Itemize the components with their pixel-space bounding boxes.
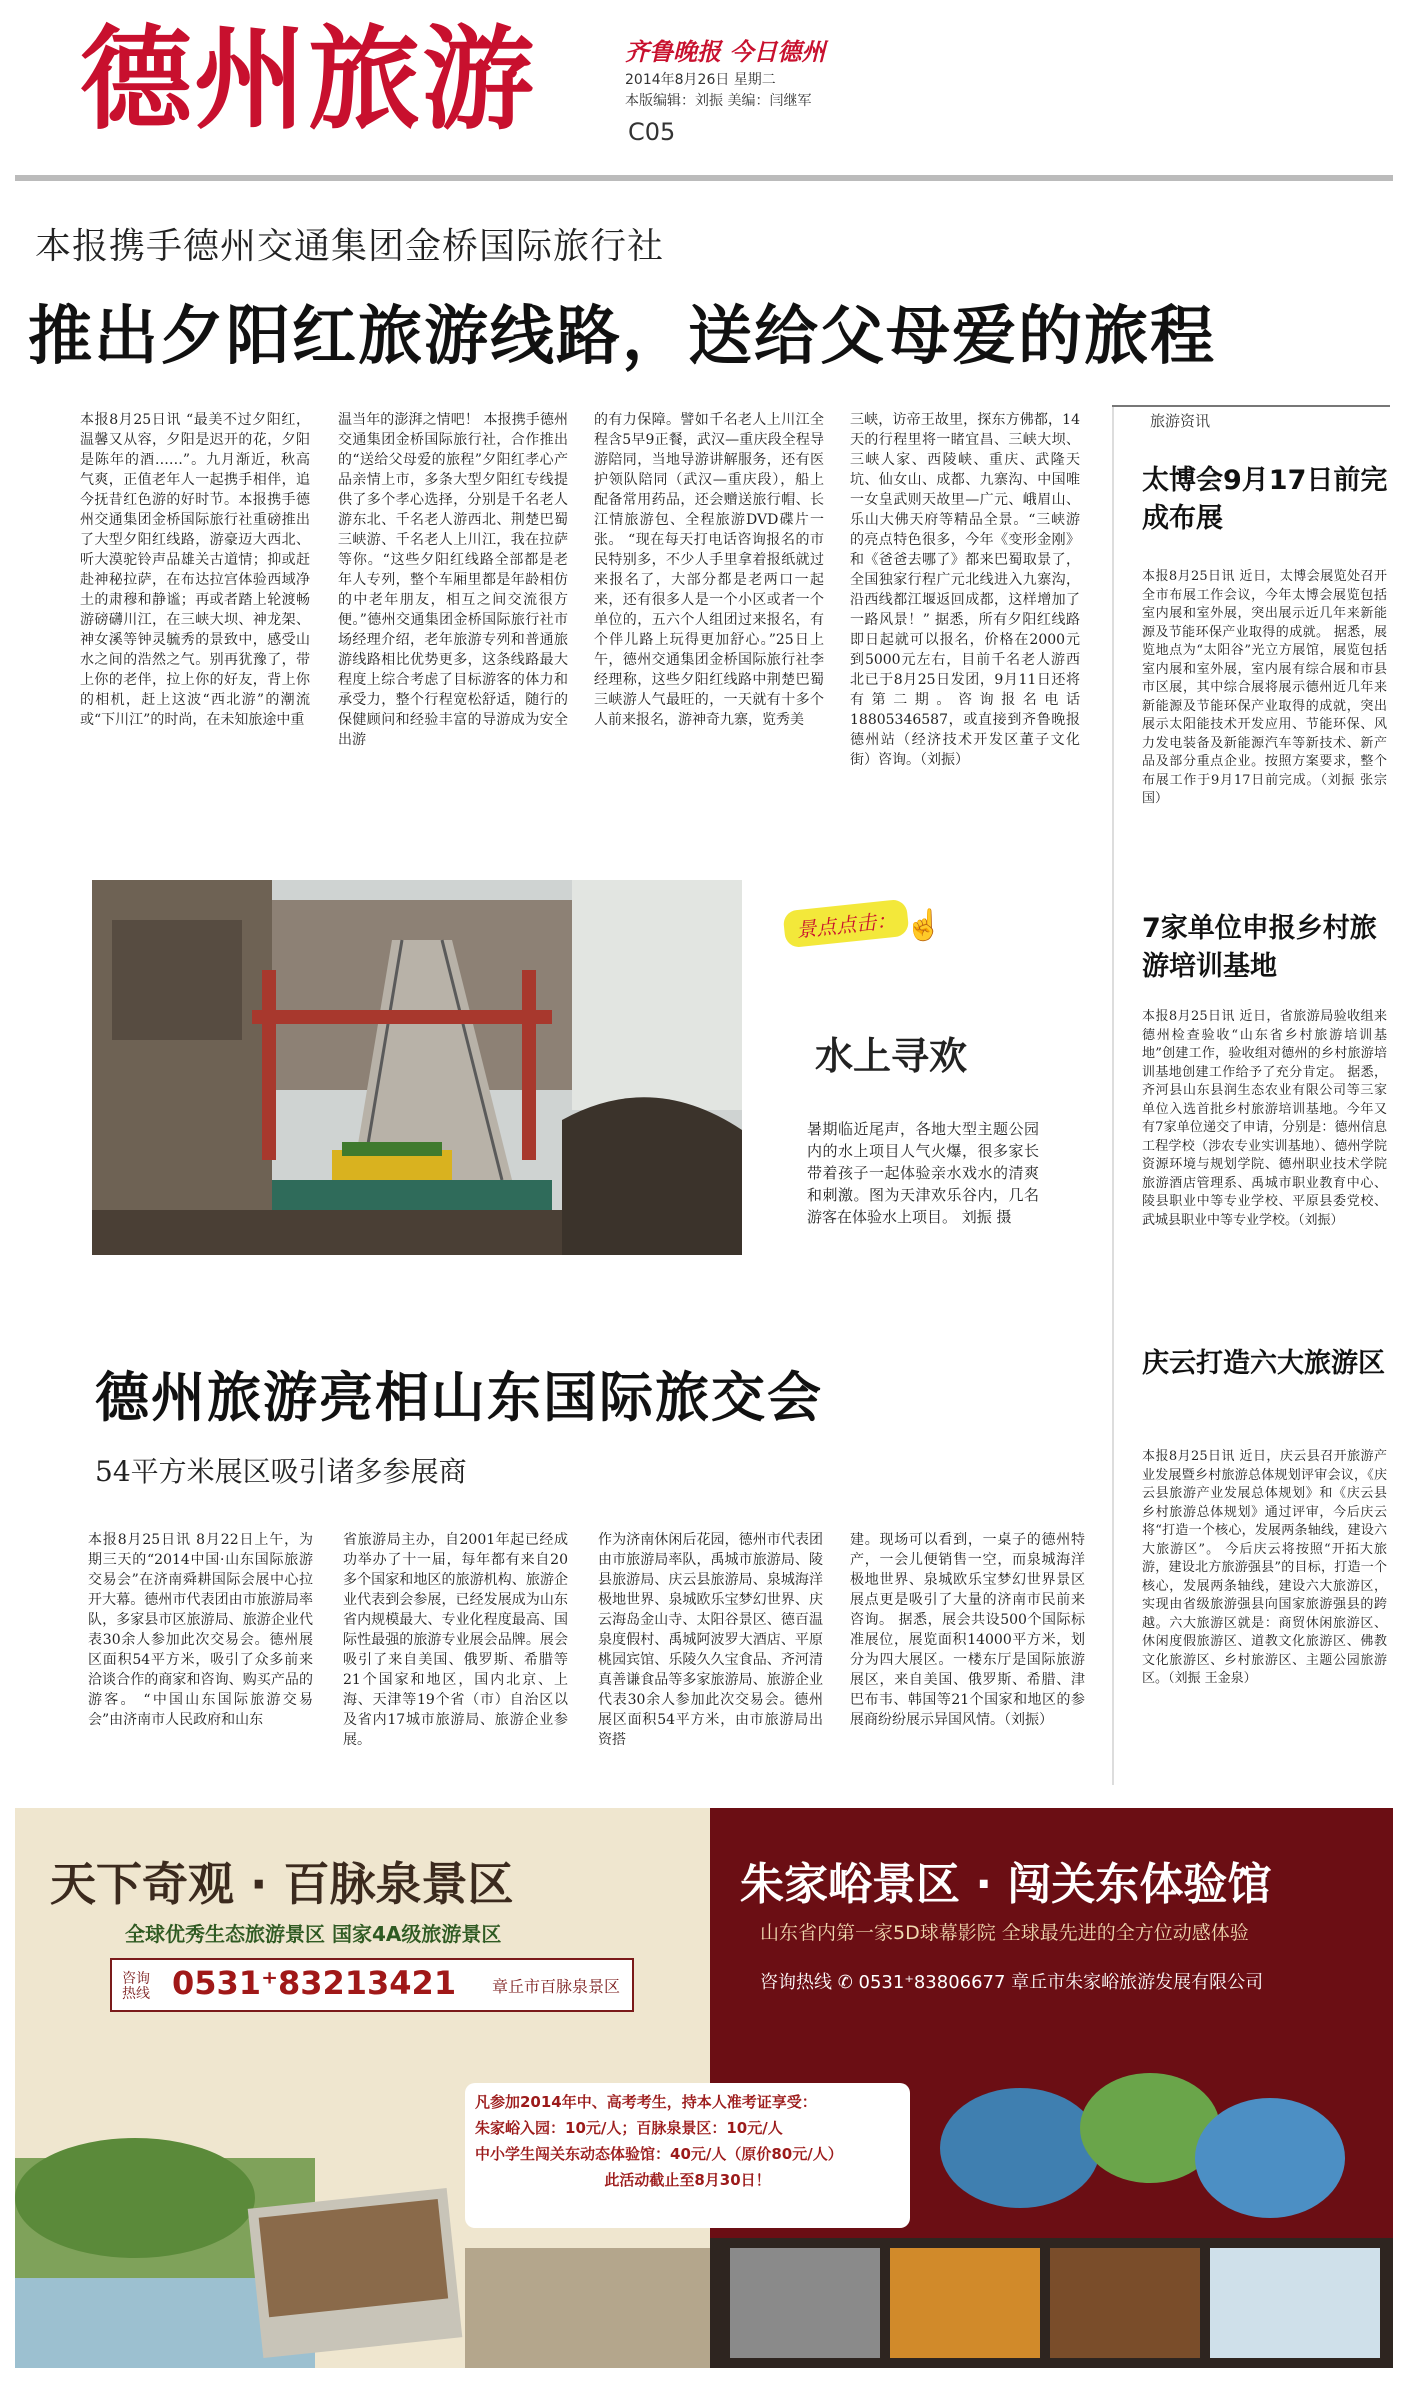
second-column-2: 省旅游局主办，自2001年起已经成功举办了十一届，每年都有来自20多个国家和地区的旅游机构、旅游企业代表到会参展，已经发展成为山东省内规模最大、专业化程度最高、国际性最强的旅游专业展会品牌。展会吸引了来自美国、俄罗斯、希腊等21个国家和地区，国内北京、上海、天津等19个省（市）自治区以及省内17城市旅游局、旅游企业参展。 — [343, 1532, 568, 1748]
ad-left-subtitle: 全球优秀生态旅游景区 国家4A级旅游景区 — [125, 1922, 502, 1946]
paper-logo: 齐鲁晚报 今日德州 — [625, 37, 826, 66]
lead-column-1: 本报8月25日讯 “最美不过夕阳红，温馨又从容，夕阳是迟开的花，夕阳是陈年的酒……”。九月渐近，秋高气爽，正值老年人一起携手相伴，追今抚昔红色游的好时节。本报携手德州交通集团金桥国际旅行社重磅推出了大型夕阳红线路，游豪迈大西北、听大漠驼铃声品雄关古道情；抑或赶赴神秘拉萨，在布达拉宫体验西域净土的肃穆和静谧；再或者踏上轮渡畅游磅礴川江，在三峡大坝、神龙架、神女溪等钟灵毓秀的景致中，感受山水之间的浩然之气。别再犹豫了，带上你的老伴，拉上你的好友，背上你的相机，赶上这波“西北游”的潮流或“下川江”的时尚，在未知旅途中重 — [80, 412, 310, 728]
sidebar-item-title: 7家单位申报乡村旅游培训基地 — [1142, 913, 1377, 982]
sidebar-item-text: 本报8月25日讯 近日，庆云县召开旅游产业发展暨乡村旅游总体规划评审会议，《庆云县旅游产业发展总体规划》和《庆云县乡村旅游总体规划》通过评审，今后庆云将“打造一个核心，发展两条轴线，建设六大旅游区”。 今后庆云将按照“开拓大旅游，建设北方旅游强县”的目标，打造一个核心，发展两条轴线，建设六大旅游区，实现由省级旅游强县向国家旅游强县的跨越。六大旅游区就是：商贸休闲旅游区、休闲度假旅游区、道教文化旅游区、佛教文化旅游区、乡村旅游区、主题公园旅游区。（刘振 王金泉） — [1142, 1449, 1387, 1686]
ad-left-title: 天下奇观 · 百脉泉景区 — [50, 1857, 514, 1911]
second-column-1: 本报8月25日讯 8月22日上午，为期三天的“2014中国·山东国际旅游交易会”在济南舜耕国际会展中心拉开大幕。德州市代表团由市旅游局率队，多家县市区旅游局、旅游企业代表30余人参加此次交易会。德州展区面积54平方米，吸引了众多前来洽谈合作的商家和咨询、购买产品的游客。 “中国山东国际旅游交易会”由济南市人民政府和山东 — [88, 1532, 313, 1728]
lead-column-3: 的有力保障。譬如千名老人上川江全程含5早9正餐，武汉—重庆段全程导游陪同，当地导游讲解服务，还有医护领队陪同（武汉—重庆段），船上配备常用药品，还会赠送旅行帽、长江情旅游包、全程旅游DVD碟片一张。 “现在每天打电话咨询报名的市民特别多，不少人手里拿着报纸就过来报名了，大部分都是老两口一起来，还有很多人是一个小区或者一个单位的，五六个人组团过来报名，有个伴儿路上玩得更加舒心。”25日上午，德州交通集团金桥国际旅行社李经理称，这些夕阳红线路中荆楚巴蜀三峡游人气最旺的，一天就有十多个人前来报名，游神奇九寨，览秀美 — [594, 412, 824, 728]
second-subhead: 54平方米展区吸引诸多参展商 — [95, 1455, 467, 1488]
ad-promo-line: 中小学生闯关东动态体验馆：40元/人（原价80元/人） — [475, 2145, 843, 2163]
ad-left-phone: 0531⁺83213421 — [172, 1964, 457, 2002]
water-ride-illustration — [92, 880, 742, 1255]
sidebar-item-title: 庆云打造六大旅游区 — [1142, 1348, 1385, 1379]
scenic-click-tag: 景点点击： — [782, 899, 909, 949]
second-column-3: 作为济南休闲后花园，德州市代表团由市旅游局率队，禹城市旅游局、陵县旅游局、庆云县旅游局、泉城海洋极地世界、泉城欧乐宝梦幻世界、庆云海岛金山寺、太阳谷景区、德百温泉度假村、禹城阿波罗大酒店、平原桃园宾馆、乐陵久久宝食品、齐河清真善谦食品等多家旅游局、旅游企业代表30余人参加此次交易会。德州展区面积54平方米，由市旅游局出资搭 — [598, 1532, 823, 1748]
ad-promo-deadline: 此活动截止至8月30日！ — [604, 2171, 771, 2189]
sidebar-item-text: 本报8月25日讯 近日，省旅游局验收组来德州检查验收“山东省乡村旅游培训基地”创建工作，验收组对德州的乡村旅游培训基地创建工作给予了充分肯定。 据悉，齐河县山东县润生态农业有限公司等三家单位入选首批乡村旅游培训基地。今年又有7家单位递交了申请，分别是：德州信息工程学校（涉农专业实训基地）、德州学院资源环境与规划学院、德州职业技术学院旅游酒店管理系、禹城市职业教育中心、陵县职业中等专业学校、平原县委党校、武城县职业中等专业学校。（刘振） — [1142, 1009, 1387, 1228]
ad-promo-line: 朱家峪入园：10元/人；百脉泉景区：10元/人 — [475, 2119, 783, 2137]
ad-left-hotline-label: 咨询热线 — [122, 1971, 150, 2002]
ad-left-address: 章丘市百脉泉景区 — [492, 1977, 621, 1996]
feature-title: 水上寻欢 — [815, 1034, 968, 1078]
sidebar-item-title: 太博会9月17日前完成布展 — [1142, 465, 1388, 534]
ad-promo-line: 凡参加2014年中、高考考生，持本人准考证享受： — [475, 2093, 817, 2111]
header-divider — [15, 175, 1393, 181]
lead-column-2: 温当年的澎湃之情吧！ 本报携手德州交通集团金桥国际旅行社，合作推出的“送给父母爱的旅程”夕阳红孝心产品亲情上市，多条大型夕阳红专线提供了多个孝心选择，分别是千名老人游东北、千名老人游西北、荆楚巴蜀三峡游、千名老人上川江，我在拉萨等你。“这些夕阳红线路全部都是老年人专列，整个车厢里都是年龄相仿的中老年朋友，相互之间交流很方便。”德州交通集团金桥国际旅行社市场经理介绍，老年旅游专列和普通旅游线路相比优势更多，这条线路最大程度上综合考虑了目标游客的体力和承受力，整个行程宽松舒适，随行的保健顾问和经验丰富的导游成为安全出游 — [338, 412, 568, 748]
page-number: C05 — [628, 118, 676, 146]
ad-right-title: 朱家峪景区 · 闯关东体验馆 — [740, 1859, 1272, 1910]
masthead-title: 德州旅游 — [80, 15, 536, 145]
lead-kicker: 本报携手德州交通集团金桥国际旅行社 — [35, 226, 665, 267]
issue-meta — [625, 70, 811, 112]
sidebar-item-text: 本报8月25日讯 近日，太博会展览处召开全市布展工作会议，今年太博会展览包括室内展和室外展，突出展示近几年来新能源及节能环保产业取得的成就。 据悉，展览地点为“太阳谷”光立方展馆，展览包括室内展和室外展，室内展有综合展和市县市区展，其中综合展将展示德州近几年来新能源及节能环保产业取得的成就，突出展示太阳能技术开发应用、节能环保、风力发电装备及新能源汽车等新技术、新产品及部分重点企业。按照方案要求，整个布展工作于9月17日前完成。（刘振 张宗国） — [1142, 569, 1387, 806]
feature-caption: 暑期临近尾声，各地大型主题公园内的水上项目人气火爆，很多家长带着孩子一起体验亲水戏水的清爽和刺激。图为天津欢乐谷内，几名游客在体验水上项目。 刘振 摄 — [807, 1120, 1039, 1226]
lead-column-4: 三峡，访帝王故里，探东方佛都，14天的行程里将一睹宜昌、三峡大坝、三峡人家、西陵峡、重庆、武隆天坑、仙女山、成都、九寨沟、中国唯一女皇武则天故里—广元、峨眉山、乐山大佛天府等精品全景。“三峡游的亮点特色很多，今年《变形金刚》和《爸爸去哪了》都来巴蜀取景了，全国独家行程广元北线进入九寨沟，沿西线都江堰返回成都，这样增加了一路风景！” 据悉，所有夕阳红线路即日起就可以报名，价格在2000元到5000元左右，目前千名老人游西北已于8月25日发团，9月11日还将有第二期。咨询报名电话18805346587，或直接到齐鲁晚报德州站（经济技术开发区董子文化街）咨询。（刘振） — [850, 412, 1080, 768]
issue-date: 2014年8月26日 星期二 — [625, 72, 776, 88]
ad-right-subtitle: 山东省内第一家5D球幕影院 全球最先进的全方位动感体验 — [760, 1922, 1249, 1944]
sidebar-divider — [1112, 405, 1114, 1785]
issue-editors: 本版编辑：刘振 美编：闫继军 — [625, 93, 812, 109]
ad-left-hotline-box — [110, 1958, 634, 2012]
water-ride-photo — [92, 880, 742, 1255]
second-column-4: 建。现场可以看到，一桌子的德州特产，一会儿便销售一空，而泉城海洋极地世界、泉城欧乐宝梦幻世界景区展点更是吸引了大量的济南市民前来咨询。 据悉，展会共设500个国际标准展位，展览面积14000平方米，划分为四大展区。一楼东厅是国际旅游展区，来自美国、俄罗斯、希腊、津巴布韦、韩国等21个国家和地区的参展商纷纷展示异国风情。（刘振） — [850, 1532, 1085, 1728]
sidebar-top-rule — [1112, 405, 1390, 407]
sidebar-label: 旅游资讯 — [1150, 412, 1211, 430]
ad-promo-box — [465, 2083, 910, 2228]
lead-headline: 推出夕阳红旅游线路，送给父母爱的旅程 — [28, 299, 1216, 374]
ad-right-contact: 咨询热线 ✆ 0531⁺83806677 章丘市朱家峪旅游发展有限公司 — [760, 1972, 1264, 1993]
pointing-hand-icon: ☝ — [905, 908, 943, 943]
second-headline: 德州旅游亮相山东国际旅交会 — [95, 1366, 823, 1429]
advertisement — [15, 1808, 1393, 2368]
